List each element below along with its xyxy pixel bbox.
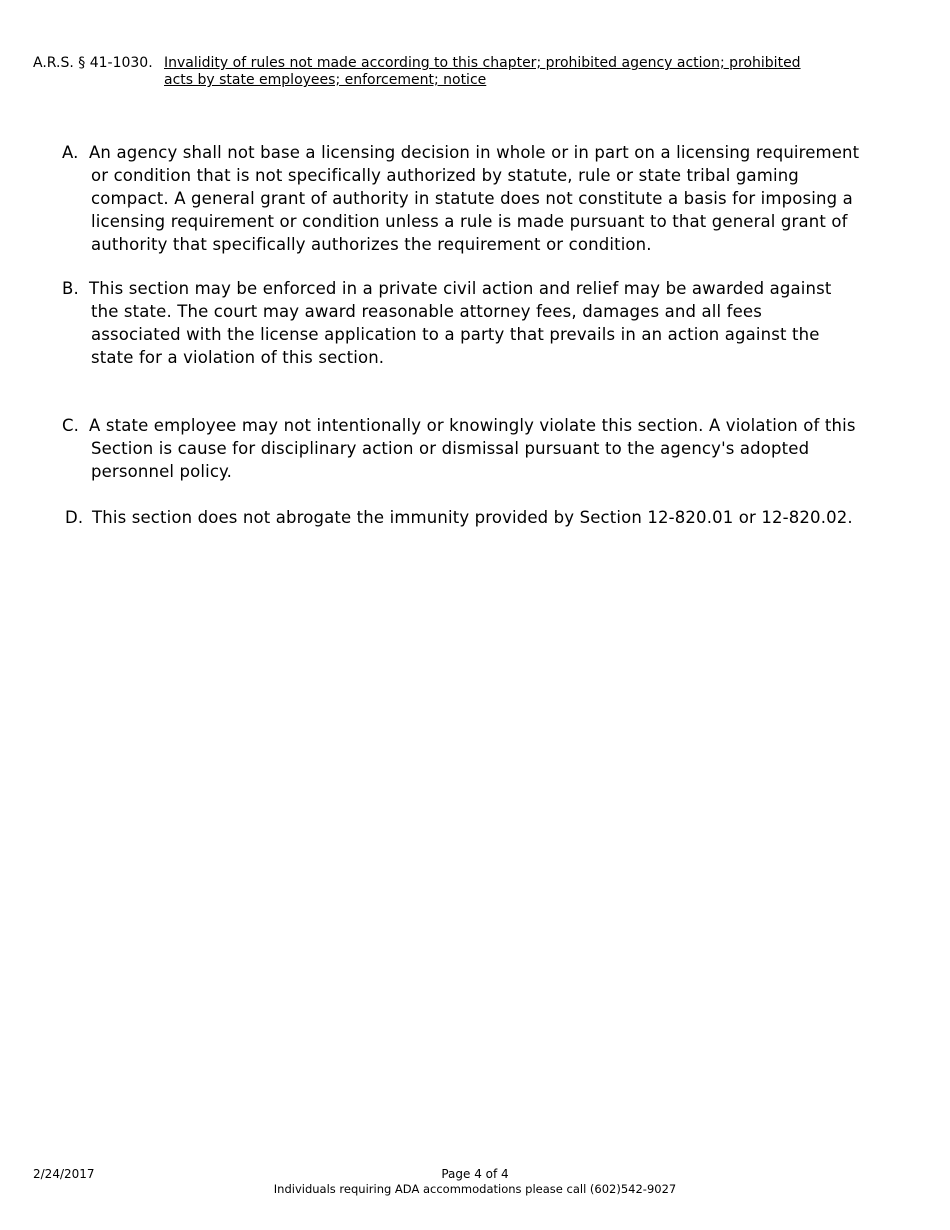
section-a-line-3: compact. A general grant of authority in statute does not constitute a basis for imposing a <box>91 189 853 208</box>
section-b-line-1: This section may be enforced in a private civil action and relief may be awarded against <box>89 279 832 298</box>
section-c-label: C. <box>62 416 80 435</box>
section-a <box>62 141 917 256</box>
section-a-line-1: An agency shall not base a licensing decision in whole or in part on a licensing requirement <box>89 143 860 162</box>
statute-citation: A.R.S. § 41-1030. <box>33 55 153 71</box>
statute-title-line-1: Invalidity of rules not made according to this chapter; prohibited agency action; prohibited <box>164 55 801 71</box>
section-d-text: This section does not abrogate the immunity provided by Section 12-820.01 or 12-820.02. <box>92 508 853 527</box>
section-a-line-5: authority that specifically authorizes the requirement or condition. <box>91 235 652 254</box>
section-c-line-3: personnel policy. <box>91 462 233 481</box>
ada-notice: Individuals requiring ADA accommodations please call (602)542-9027 <box>273 1182 677 1196</box>
section-b <box>62 277 917 369</box>
section-d-label: D. <box>65 508 84 527</box>
section-c-line-2: Section is cause for disciplinary action or dismissal pursuant to the agency's adopted <box>91 439 810 458</box>
statute-title <box>164 55 864 89</box>
section-b-line-3: associated with the license application to a party that prevails in an action against the <box>91 325 820 344</box>
section-b-label: B. <box>62 279 79 298</box>
section-d <box>65 506 920 529</box>
statute-title-line-2: acts by state employees; enforcement; notice <box>164 72 487 88</box>
page-number: Page 4 of 4 <box>441 1167 509 1181</box>
section-c-line-1: A state employee may not intentionally or knowingly violate this section. A violation of this <box>89 416 856 435</box>
section-a-label: A. <box>62 143 79 162</box>
section-c <box>62 414 917 483</box>
section-b-line-2: the state. The court may award reasonable attorney fees, damages and all fees <box>91 302 762 321</box>
section-a-line-4: licensing requirement or condition unless a rule is made pursuant to that general grant of <box>91 212 848 231</box>
footer-date: 2/24/2017 <box>33 1167 95 1181</box>
section-a-line-2: or condition that is not specifically authorized by statute, rule or state tribal gaming <box>91 166 799 185</box>
section-b-line-4: state for a violation of this section. <box>91 348 385 367</box>
